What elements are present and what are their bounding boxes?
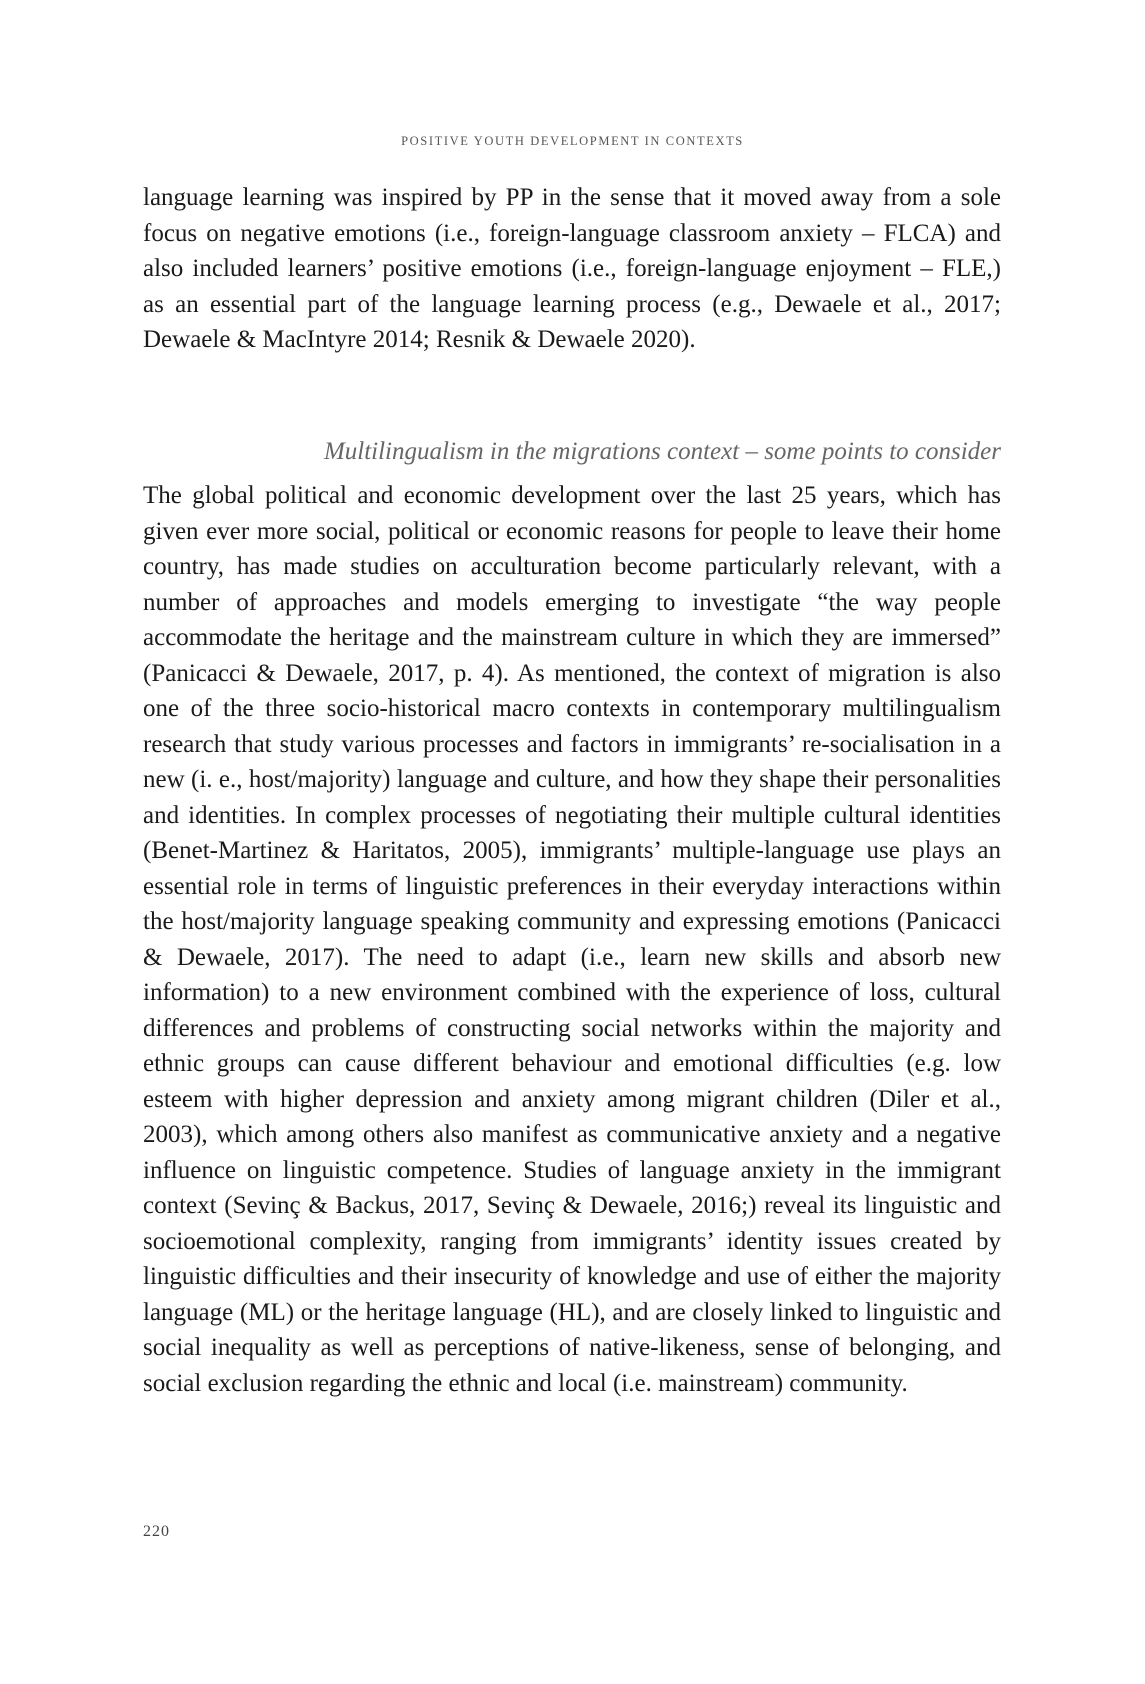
running-header: POSITIVE YOUTH DEVELOPMENT IN CONTEXTS (401, 134, 744, 148)
body-paragraph-1: language learning was inspired by PP in the sense that it moved away from a sole focus on negative emotions (i.e., foreign-language classroom anxiety – FLCA) and also included learners’ positive emotions (i.e., foreign-language enjoyment – FLE,) as an essential part of the language learning process (e.g., Dewaele et al., 2017; Dewaele & MacIntyre 2014; Resnik & Dewaele 2020). (143, 184, 1001, 353)
page-number: 220 (143, 1523, 170, 1540)
section-heading: Multilingualism in the migrations context – some points to consider (323, 438, 1001, 465)
body-paragraph-2: The global political and economic development over the last 25 years, which has given ever more social, political or economic reasons for people to leave their home country, has made studies on acculturation become particularly relevant, with a number of approaches and models emerging to investigate “the way people accommodate the heritage and the mainstream culture in which they are immersed” (Panicacci & Dewaele, 2017, p. 4). As mentioned, the context of migration is also one of the three socio-historical macro contexts in contemporary multilingualism research that study various processes and factors in immigrants’ re-socialisation in a new (i. e., host/majority) language and culture, and how they shape their personalities and identities. In complex processes of negotiating their multiple cultural identities (Benet-Martinez & Haritatos, 2005), immigrants’ multiple-language use plays an essential role in terms of linguistic preferences in their everyday interactions within the host/majority language speaking community and expressing emotions (Panicacci & Dewaele, 2017). The need to adapt (i.e., learn new skills and absorb new information) to a new environment combined with the experience of loss, cultural differences and problems of constructing social networks within the majority and ethnic groups can cause different behaviour and emotional difficulties (e.g. low esteem with higher depression and anxiety among migrant children (Diler et al., 2003), which among others also manifest as communicative anxiety and a negative influence on linguistic competence. Studies of language anxiety in the immigrant context (Sevinç & Backus, 2017, Sevinç & Dewaele, 2016;) reveal its linguistic and socioemotional complexity, ranging from immigrants’ identity issues created by linguistic difficulties and their insecurity of knowledge and use of either the majority language (ML) or the heritage language (HL), and are closely linked to linguistic and social inequality as well as perceptions of native-likeness, sense of belonging, and social exclusion regarding the ethnic and local (i.e. mainstream) community. (143, 482, 1001, 1397)
